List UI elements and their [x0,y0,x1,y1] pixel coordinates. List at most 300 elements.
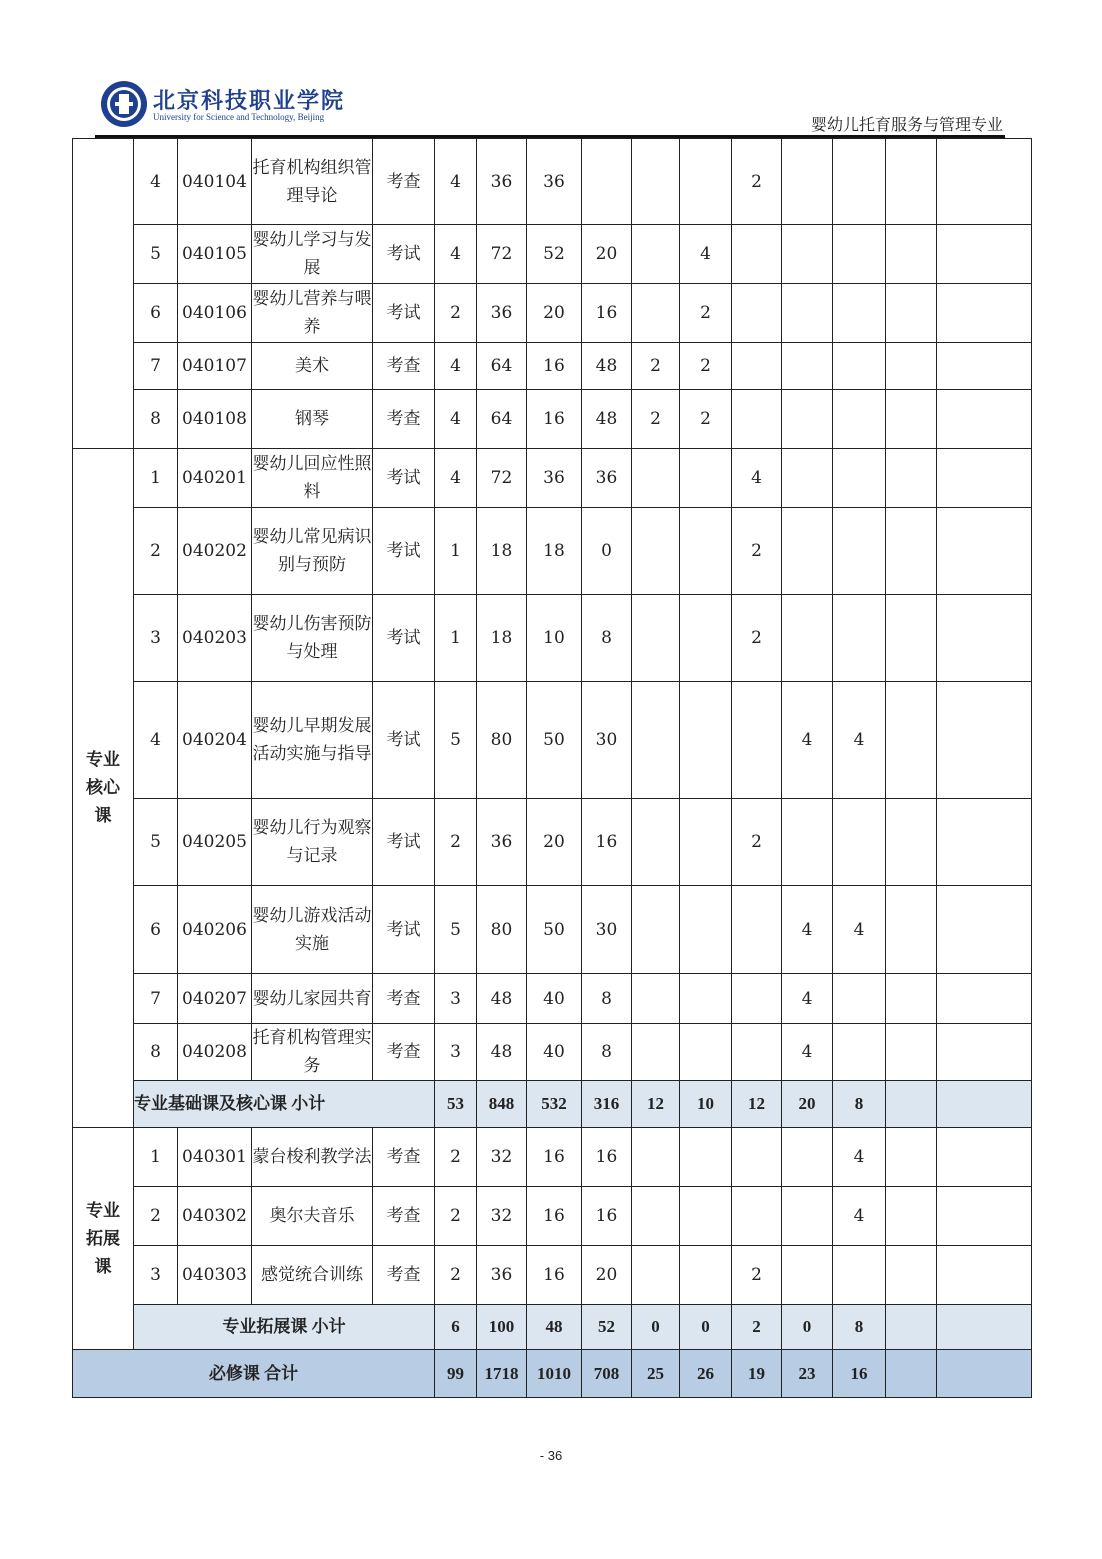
extra-cell [937,799,1032,886]
sem2-cell: 2 [680,343,732,390]
category-label: 专业拓展课 [86,1200,120,1277]
assessment-cell: 考试 [373,595,435,682]
practice-hours-cell: 16 [582,1187,632,1246]
sem5-cell: 16 [833,1350,886,1398]
sem6-cell [886,225,937,284]
credit-cell: 1 [435,595,477,682]
sem1-cell [632,1187,680,1246]
credit-cell: 5 [435,682,477,799]
sem4-cell [782,799,833,886]
sem6-cell [886,1305,937,1350]
assessment-cell: 考试 [373,682,435,799]
sem3-cell: 4 [732,449,782,508]
total-hours-cell: 1718 [477,1350,527,1398]
theory-hours-cell: 40 [527,1024,582,1081]
practice-hours-cell: 52 [582,1305,632,1350]
practice-hours-cell: 48 [582,343,632,390]
sem6-cell [886,449,937,508]
category-cell-core [73,449,134,1128]
sem2-cell [680,974,732,1024]
sem3-cell [732,225,782,284]
total-hours-cell: 100 [477,1305,527,1350]
sem6-cell [886,139,937,225]
sem3-cell [732,390,782,449]
extra-cell [937,1128,1032,1187]
extra-cell [937,1350,1032,1398]
credit-cell: 2 [435,1128,477,1187]
course-code-cell: 040202 [178,508,252,595]
course-code-cell: 040302 [178,1187,252,1246]
sem6-cell [886,595,937,682]
theory-hours-cell: 40 [527,974,582,1024]
sem2-cell [680,682,732,799]
course-name-cell: 婴幼儿学习与发展 [252,225,373,284]
extra-cell [937,508,1032,595]
sem4-cell: 4 [782,886,833,974]
sem1-cell [632,1128,680,1187]
total-hours-cell: 64 [477,343,527,390]
extra-cell [937,449,1032,508]
sem6-cell [886,390,937,449]
credit-cell: 2 [435,1187,477,1246]
credit-cell: 2 [435,284,477,343]
table-row [73,449,1032,508]
sem4-cell [782,284,833,343]
table-row [73,682,1032,799]
school-name-cn: 北京科技职业学院 [153,88,346,114]
assessment-cell: 考查 [373,1024,435,1081]
course-name-cell: 钢琴 [252,390,373,449]
sem2-cell: 0 [680,1305,732,1350]
sem5-cell [833,139,886,225]
total-hours-cell: 36 [477,799,527,886]
total-hours-cell: 48 [477,974,527,1024]
sem5-cell: 4 [833,1128,886,1187]
sem2-cell: 2 [680,390,732,449]
table-row [73,343,1032,390]
sem1-cell: 2 [632,343,680,390]
sem6-cell [886,1350,937,1398]
major-title: 婴幼儿托育服务与管理专业 [810,115,1003,134]
extra-cell [937,390,1032,449]
ext-subtotal-row [73,1305,1032,1350]
course-code-cell: 040205 [178,799,252,886]
sem6-cell [886,682,937,799]
theory-hours-cell: 10 [527,595,582,682]
theory-hours-cell: 532 [527,1081,582,1128]
credit-cell: 4 [435,139,477,225]
practice-hours-cell: 8 [582,1024,632,1081]
credit-cell: 1 [435,508,477,595]
row-number-cell: 8 [134,390,178,449]
practice-hours-cell: 36 [582,449,632,508]
sem1-cell: 0 [632,1305,680,1350]
row-number-cell: 1 [134,449,178,508]
sem4-cell: 20 [782,1081,833,1128]
sem4-cell: 4 [782,974,833,1024]
sem5-cell [833,1024,886,1081]
total-hours-cell: 64 [477,390,527,449]
sem6-cell [886,343,937,390]
category-label: 专业核心课 [86,750,120,826]
sem3-cell [732,682,782,799]
sem6-cell [886,1246,937,1305]
course-code-cell: 040208 [178,1024,252,1081]
sem2-cell [680,595,732,682]
sem2-cell [680,799,732,886]
row-number-cell: 6 [134,886,178,974]
sem2-cell [680,1187,732,1246]
sem1-cell: 25 [632,1350,680,1398]
course-name-cell: 蒙台梭利教学法 [252,1128,373,1187]
sem6-cell [886,974,937,1024]
credit-cell: 4 [435,449,477,508]
row-number-cell: 4 [134,682,178,799]
sem5-cell [833,974,886,1024]
row-number-cell: 5 [134,799,178,886]
school-name-en: University for Science and Technology, Beijing [153,112,325,122]
credit-cell: 53 [435,1081,477,1128]
sem1-cell [632,682,680,799]
practice-hours-cell: 8 [582,595,632,682]
total-hours-cell: 32 [477,1187,527,1246]
row-number-cell: 3 [134,1246,178,1305]
sem1-cell: 2 [632,390,680,449]
practice-hours-cell [582,139,632,225]
course-code-cell: 040104 [178,139,252,225]
extra-cell [937,139,1032,225]
sem3-cell: 2 [732,139,782,225]
course-name-cell: 婴幼儿常见病识别与预防 [252,508,373,595]
sem3-cell [732,284,782,343]
theory-hours-cell: 20 [527,799,582,886]
course-name-cell: 婴幼儿营养与喂养 [252,284,373,343]
course-code-cell: 040106 [178,284,252,343]
sem4-cell [782,139,833,225]
theory-hours-cell: 16 [527,343,582,390]
total-label: 必修课 合计 [73,1350,435,1398]
total-hours-cell: 32 [477,1128,527,1187]
course-code-cell: 040303 [178,1246,252,1305]
table-row [73,974,1032,1024]
sem1-cell [632,974,680,1024]
row-number-cell: 6 [134,284,178,343]
course-name-cell: 婴幼儿伤害预防与处理 [252,595,373,682]
course-name-cell: 托育机构组织管理导论 [252,139,373,225]
practice-hours-cell: 0 [582,508,632,595]
sem5-cell [833,284,886,343]
course-name-cell: 婴幼儿回应性照料 [252,449,373,508]
course-name-cell: 婴幼儿行为观察与记录 [252,799,373,886]
course-name-cell: 奥尔夫音乐 [252,1187,373,1246]
sem4-cell: 4 [782,682,833,799]
sem1-cell [632,1024,680,1081]
total-hours-cell: 36 [477,139,527,225]
sem3-cell: 12 [732,1081,782,1128]
sem5-cell [833,390,886,449]
sem6-cell [886,284,937,343]
sem1-cell [632,886,680,974]
page-header [95,72,1005,136]
total-hours-cell: 72 [477,449,527,508]
sem3-cell: 2 [732,1246,782,1305]
practice-hours-cell: 8 [582,974,632,1024]
sem3-cell [732,1024,782,1081]
theory-hours-cell: 16 [527,1246,582,1305]
theory-hours-cell: 16 [527,1128,582,1187]
course-name-cell: 婴幼儿游戏活动实施 [252,886,373,974]
extra-cell [937,682,1032,799]
total-hours-cell: 18 [477,508,527,595]
theory-hours-cell: 20 [527,284,582,343]
practice-hours-cell: 48 [582,390,632,449]
theory-hours-cell: 1010 [527,1350,582,1398]
sem3-cell: 19 [732,1350,782,1398]
theory-hours-cell: 52 [527,225,582,284]
row-number-cell: 7 [134,974,178,1024]
theory-hours-cell: 16 [527,1187,582,1246]
table-row [73,139,1032,225]
assessment-cell: 考查 [373,1246,435,1305]
theory-hours-cell: 48 [527,1305,582,1350]
sem4-cell [782,343,833,390]
sem3-cell: 2 [732,1305,782,1350]
sem2-cell: 10 [680,1081,732,1128]
row-number-cell: 2 [134,1187,178,1246]
sem5-cell [833,508,886,595]
extra-cell [937,225,1032,284]
sem2-cell [680,508,732,595]
sem3-cell: 2 [732,799,782,886]
sem5-cell [833,799,886,886]
sem5-cell: 4 [833,1187,886,1246]
sem4-cell [782,508,833,595]
course-name-cell: 美术 [252,343,373,390]
sem5-cell [833,449,886,508]
table-row [73,390,1032,449]
practice-hours-cell: 30 [582,682,632,799]
school-logo-icon [100,80,148,128]
sem4-cell [782,1187,833,1246]
assessment-cell: 考查 [373,1128,435,1187]
sem2-cell [680,1246,732,1305]
table-row [73,225,1032,284]
total-hours-cell: 848 [477,1081,527,1128]
sem5-cell [833,225,886,284]
sem4-cell [782,390,833,449]
assessment-cell: 考查 [373,974,435,1024]
sem6-cell [886,886,937,974]
subtotal-label: 专业拓展课 小计 [134,1305,435,1350]
sem5-cell [833,595,886,682]
sem2-cell: 4 [680,225,732,284]
theory-hours-cell: 18 [527,508,582,595]
course-code-cell: 040203 [178,595,252,682]
extra-cell [937,1024,1032,1081]
sem2-cell [680,139,732,225]
row-number-cell: 7 [134,343,178,390]
row-number-cell: 2 [134,508,178,595]
credit-cell: 99 [435,1350,477,1398]
sem3-cell: 2 [732,595,782,682]
course-code-cell: 040107 [178,343,252,390]
course-code-cell: 040204 [178,682,252,799]
assessment-cell: 考查 [373,139,435,225]
table-row [73,1128,1032,1187]
sem3-cell: 2 [732,508,782,595]
course-name-cell: 婴幼儿家园共育 [252,974,373,1024]
sem3-cell [732,974,782,1024]
sem6-cell [886,1081,937,1128]
sem1-cell [632,595,680,682]
course-name-cell: 婴幼儿早期发展活动实施与指导 [252,682,373,799]
practice-hours-cell: 316 [582,1081,632,1128]
sem2-cell [680,1128,732,1187]
extra-cell [937,974,1032,1024]
theory-hours-cell: 50 [527,682,582,799]
sem1-cell [632,284,680,343]
sem3-cell [732,1187,782,1246]
sem1-cell [632,1246,680,1305]
course-code-cell: 040206 [178,886,252,974]
sem1-cell [632,799,680,886]
row-number-cell: 5 [134,225,178,284]
table-row [73,1246,1032,1305]
sem5-cell: 4 [833,682,886,799]
table-row [73,595,1032,682]
assessment-cell: 考试 [373,225,435,284]
extra-cell [937,886,1032,974]
sem6-cell [886,1187,937,1246]
sem4-cell [782,449,833,508]
total-hours-cell: 36 [477,1246,527,1305]
sem6-cell [886,799,937,886]
total-hours-cell: 80 [477,886,527,974]
assessment-cell: 考试 [373,508,435,595]
course-name-cell: 感觉统合训练 [252,1246,373,1305]
sem5-cell [833,343,886,390]
extra-cell [937,1187,1032,1246]
sem1-cell [632,225,680,284]
course-code-cell: 040301 [178,1128,252,1187]
sem5-cell: 4 [833,886,886,974]
sem2-cell: 2 [680,284,732,343]
practice-hours-cell: 708 [582,1350,632,1398]
sem3-cell [732,886,782,974]
total-hours-cell: 72 [477,225,527,284]
course-code-cell: 040201 [178,449,252,508]
practice-hours-cell: 20 [582,225,632,284]
practice-hours-cell: 30 [582,886,632,974]
assessment-cell: 考查 [373,1187,435,1246]
category-cell-continued [73,139,134,449]
practice-hours-cell: 16 [582,799,632,886]
assessment-cell: 考试 [373,284,435,343]
sem1-cell: 12 [632,1081,680,1128]
sem6-cell [886,1024,937,1081]
practice-hours-cell: 16 [582,1128,632,1187]
sem1-cell [632,449,680,508]
sem5-cell: 8 [833,1081,886,1128]
course-name-cell: 托育机构管理实务 [252,1024,373,1081]
theory-hours-cell: 16 [527,390,582,449]
theory-hours-cell: 36 [527,449,582,508]
table-row [73,799,1032,886]
credit-cell: 6 [435,1305,477,1350]
extra-cell [937,1246,1032,1305]
credit-cell: 3 [435,974,477,1024]
sem5-cell: 8 [833,1305,886,1350]
table-row [73,1024,1032,1081]
assessment-cell: 考查 [373,343,435,390]
sem1-cell [632,139,680,225]
course-code-cell: 040207 [178,974,252,1024]
sem2-cell [680,1024,732,1081]
credit-cell: 4 [435,343,477,390]
row-number-cell: 8 [134,1024,178,1081]
assessment-cell: 考试 [373,799,435,886]
credit-cell: 4 [435,225,477,284]
sem3-cell [732,343,782,390]
core-subtotal-row [73,1081,1032,1128]
sem4-cell: 23 [782,1350,833,1398]
sem6-cell [886,508,937,595]
total-hours-cell: 48 [477,1024,527,1081]
assessment-cell: 考试 [373,449,435,508]
sem3-cell [732,1128,782,1187]
practice-hours-cell: 16 [582,284,632,343]
extra-cell [937,595,1032,682]
page-number: - 36 [539,1448,563,1463]
extra-cell [937,343,1032,390]
sem4-cell [782,595,833,682]
credit-cell: 4 [435,390,477,449]
grand-total-row [73,1350,1032,1398]
curriculum-table [72,138,1032,1398]
course-code-cell: 040108 [178,390,252,449]
table-row [73,886,1032,974]
sem5-cell [833,1246,886,1305]
credit-cell: 5 [435,886,477,974]
assessment-cell: 考查 [373,390,435,449]
table-row [73,508,1032,595]
extra-cell [937,1081,1032,1128]
sem1-cell [632,508,680,595]
practice-hours-cell: 20 [582,1246,632,1305]
total-hours-cell: 80 [477,682,527,799]
course-code-cell: 040105 [178,225,252,284]
sem4-cell: 0 [782,1305,833,1350]
credit-cell: 2 [435,1246,477,1305]
table-row [73,284,1032,343]
extra-cell [937,1305,1032,1350]
extra-cell [937,284,1032,343]
category-cell-ext [73,1128,134,1350]
credit-cell: 2 [435,799,477,886]
total-hours-cell: 36 [477,284,527,343]
row-number-cell: 1 [134,1128,178,1187]
total-hours-cell: 18 [477,595,527,682]
sem4-cell: 4 [782,1024,833,1081]
subtotal-label: 专业基础课及核心课 小计 [134,1081,435,1128]
sem4-cell [782,1128,833,1187]
row-number-cell: 4 [134,139,178,225]
assessment-cell: 考试 [373,886,435,974]
sem6-cell [886,1128,937,1187]
credit-cell: 3 [435,1024,477,1081]
sem2-cell [680,886,732,974]
row-number-cell: 3 [134,595,178,682]
